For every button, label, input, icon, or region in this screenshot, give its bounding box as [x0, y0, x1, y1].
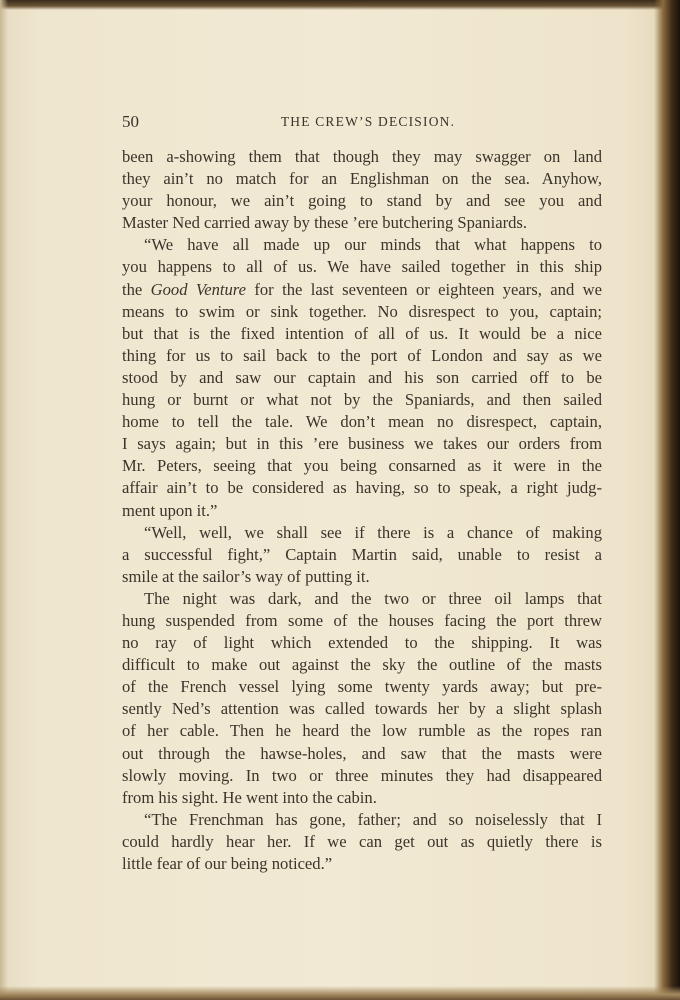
text-line: “The Frenchman has gone, father; and so noiselessly that I	[144, 809, 602, 829]
text-line: ment upon it.”	[122, 500, 218, 520]
text-line: from his sight. He went into the cabin.	[122, 787, 377, 807]
text-line: a successful fight,” Captain Martin said, unable to resist a	[122, 544, 602, 564]
text-line: hung suspended from some of the houses facing the port threw	[122, 610, 602, 630]
text-line: no ray of light which extended to the shipping. It was	[122, 633, 602, 653]
paragraph	[122, 146, 602, 234]
text-line: The night was dark, and the two or three oil lamps that	[144, 588, 602, 608]
text-line: of her cable. Then he heard the low rumble as the ropes ran	[122, 721, 602, 741]
text-line: out through the hawse-holes, and saw that the masts were	[122, 743, 602, 763]
text-line: little fear of our being noticed.”	[122, 854, 333, 873]
paragraph	[122, 522, 602, 588]
text-line: hung or burnt or what not by the Spaniards, and then sailed	[122, 390, 602, 410]
page-header	[122, 112, 602, 136]
page-left-edge	[0, 0, 8, 1000]
text-line: difficult to make out against the sky the outline of the masts	[122, 655, 602, 675]
text-line: sently Ned’s attention was called towards her by a slight splash	[122, 699, 602, 719]
running-head: THE CREW’S DECISION.	[280, 114, 456, 129]
text-line: they ain’t no match for an Englishman on the sea. Anyhow,	[122, 169, 602, 189]
text-line: “We have all made up our minds that what happens to	[144, 235, 602, 255]
text-line: your honour, we ain’t going to stand by and see you and	[122, 191, 602, 211]
text-line: affair ain’t to be considered as having, so to speak, a right judg-	[122, 478, 602, 498]
ship-name: Good Venture	[150, 279, 246, 299]
text-line: been a-showing them that though they may swagger on land	[122, 147, 602, 166]
paragraph	[122, 588, 602, 809]
text-line: means to swim or sink together. No disrespect to you, captain;	[122, 301, 602, 321]
page-top-shadow	[0, 0, 680, 10]
text-line: Master Ned carried away by these ’ere butchering Spaniards.	[122, 213, 527, 233]
paragraph	[122, 234, 602, 521]
text-line: stood by and saw our captain and his son carried off to be	[122, 367, 602, 387]
text-line: home to tell the tale. We don’t mean no disrespect, captain,	[122, 412, 602, 432]
text-line: could hardly hear her. If we can get out as quietly there is	[122, 831, 602, 851]
text-line: the Good Venture for the last seventeen or eighteen years, and we	[122, 279, 602, 299]
text-line: slowly moving. In two or three minutes they had disappeared	[122, 765, 602, 785]
page-body-text	[122, 146, 602, 875]
text-line: “Well, well, we shall see if there is a chance of making	[144, 522, 602, 542]
paragraph	[122, 809, 602, 875]
page-bottom-edge	[0, 986, 680, 1000]
text-line: you happens to all of us. We have sailed together in this ship	[122, 257, 602, 277]
text-line: thing for us to sail back to the port of London and say as we	[122, 345, 602, 365]
text-line: I says again; but in this ’ere business we takes our orders from	[122, 434, 602, 454]
text-line: of the French vessel lying some twenty yards away; but pre-	[122, 677, 602, 697]
page-spine-edge	[654, 0, 680, 1000]
text-line: smile at the sailor’s way of putting it.	[122, 566, 370, 586]
text-line: Mr. Peters, seeing that you being consarned as it were in the	[122, 456, 602, 476]
text-line: but that is the fixed intention of all of us. It would be a nice	[122, 323, 602, 343]
page-number: 50	[122, 112, 139, 131]
